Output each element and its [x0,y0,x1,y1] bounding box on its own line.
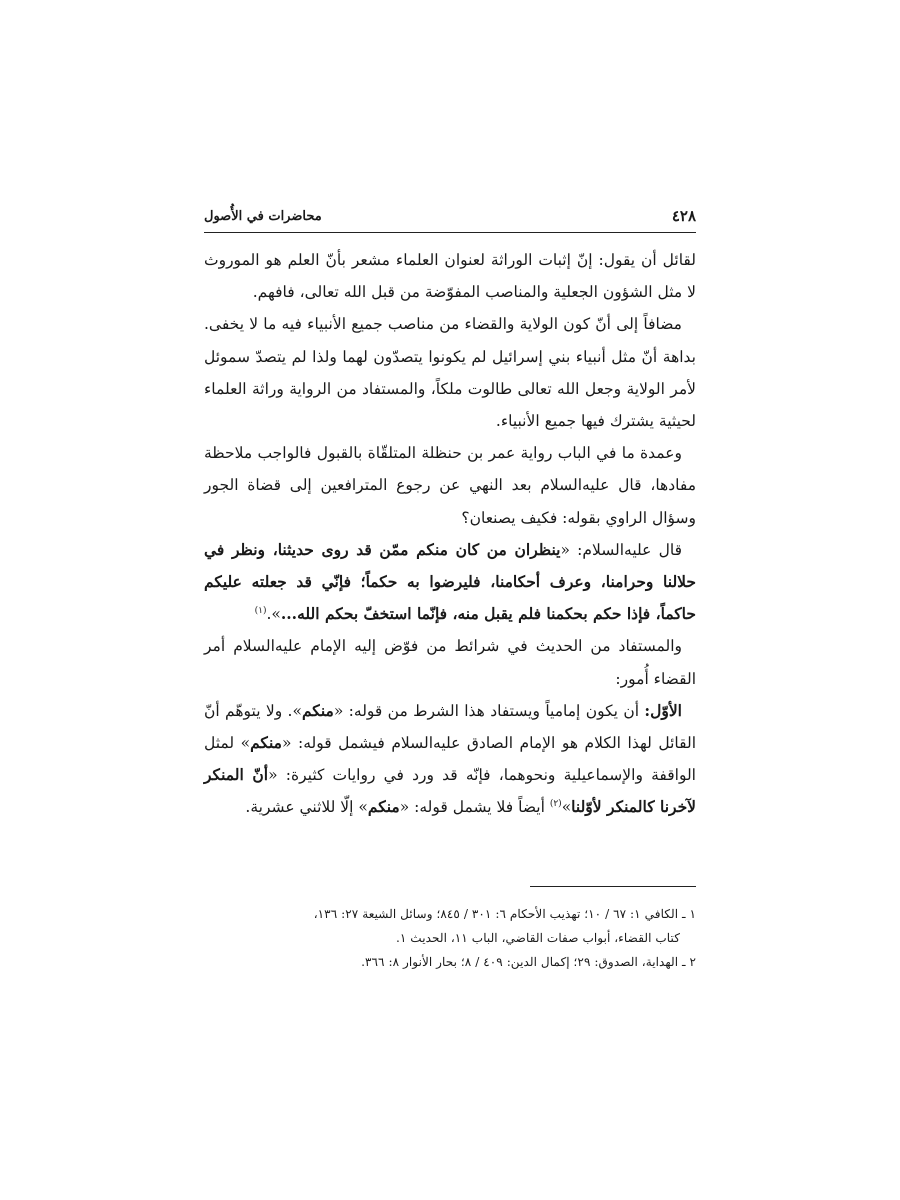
quoted-narration: أنّ المنكر لآخرنا كالمنكر لأوّلنا [204,765,696,817]
running-title: محاضرات في الأُصول [204,209,322,224]
hadith-intro: قال عليه‌السلام: « [560,540,682,559]
keyword-minkum: منكم [367,797,400,817]
footnotes [204,902,696,974]
hadith-quote: ينظران من كان منكم ممّن قد روى حديثنا، ونظر في حلالنا وحرامنا، وعرف أحكامنا، فليرضوا به حكماً؛ فإنّي قد جعلته عليكم حاكماً، فإذا حكم بحكمنا فلم يقبل منه، فإنّما استخفّ بحكم الله... [204,539,696,624]
keyword-minkum: منكم [250,733,282,753]
paragraph-6-first-condition [204,695,696,824]
footnote-ref-1[interactable]: (١) [254,606,267,617]
paragraph-4-hadith [204,534,696,631]
main-text [204,244,696,824]
paragraph-1: لقائل أن يقول: إنّ إثبات الوراثة لعنوان العلماء مشعر بأنّ العلم هو الموروث لا مثل الشؤون الجعلية والمناصب المفوّضة من قبل الله تعالى، فافهم. [204,251,696,302]
text-span: ». ولا يتوهّم أنّ القائل لهذا الكلام هو الإمام الصادق عليه‌السلام فيشمل قوله: « [204,701,696,753]
text-span: » [561,798,572,817]
footnote-1: ١ ـ الكافي ١: ٦٧ / ١٠؛ تهذيب الأحكام ٦: ٣٠١ / ٨٤٥؛ وسائل الشيعة ٢٧: ١٣٦، [313,907,696,921]
hadith-close: ». [266,605,281,624]
text-span: أيضاً فلا يشمل قوله: « [399,798,550,817]
text-span: » إلّا للاثني عشرية. [245,798,368,817]
page-number: ٤٢٨ [671,207,696,225]
paragraph-2: مضافاً إلى أنّ كون الولاية والقضاء من مناصب جميع الأنبياء فيه ما لا يخفى. بداهة أنّ مثل أنبياء بني إسرائيل لم يكونوا يتصدّون لهما ولذا لم يتصدّ سموئل لأمر الولاية وجعل الله تعالى طالوت ملكاً، والمستفاد من الرواية وراثة العلماء لحيثية يشترك فيها جميع الأنبياء. [204,315,696,431]
footnote-1-continuation: كتاب القضاء، أبواب صفات القاضي، الباب ١١، الحديث ١. [395,931,680,945]
text-span: أن يكون إمامياً ويستفاد هذا الشرط من قوله: « [333,701,645,720]
footnote-ref-2[interactable]: (٢) [549,799,562,810]
keyword-minkum: منكم [301,700,334,720]
paragraph-5: والمستفاد من الحديث في شرائط من فوّض إليه الإمام عليه‌السلام أمر القضاء أُمور: [204,637,696,688]
footnote-2: ٢ ـ الهداية، الصدوق: ٢٩؛ إكمال الدين: ٤٠٩ / ٨؛ بحار الأنوار ٨: ٣٦٦. [361,955,696,969]
paragraph-3: وعمدة ما في الباب رواية عمر بن حنظلة المتلقّاة بالقبول فالواجب ملاحظة مفادها، قال عليه‌السلام بعد النهي عن رجوع المترافعين إلى قضاة الجور وسؤال الراوي بقوله: فكيف يصنعان؟ [204,444,696,527]
footnote-divider [530,886,696,887]
condition-label: الأوّل: [644,700,682,720]
page-header [204,205,696,233]
text-span: » لمثل الواقفة والإسماعيلية ونحوهما، فإنّه قد ورد في روايات كثيرة: « [204,734,696,785]
header-divider [204,232,696,233]
